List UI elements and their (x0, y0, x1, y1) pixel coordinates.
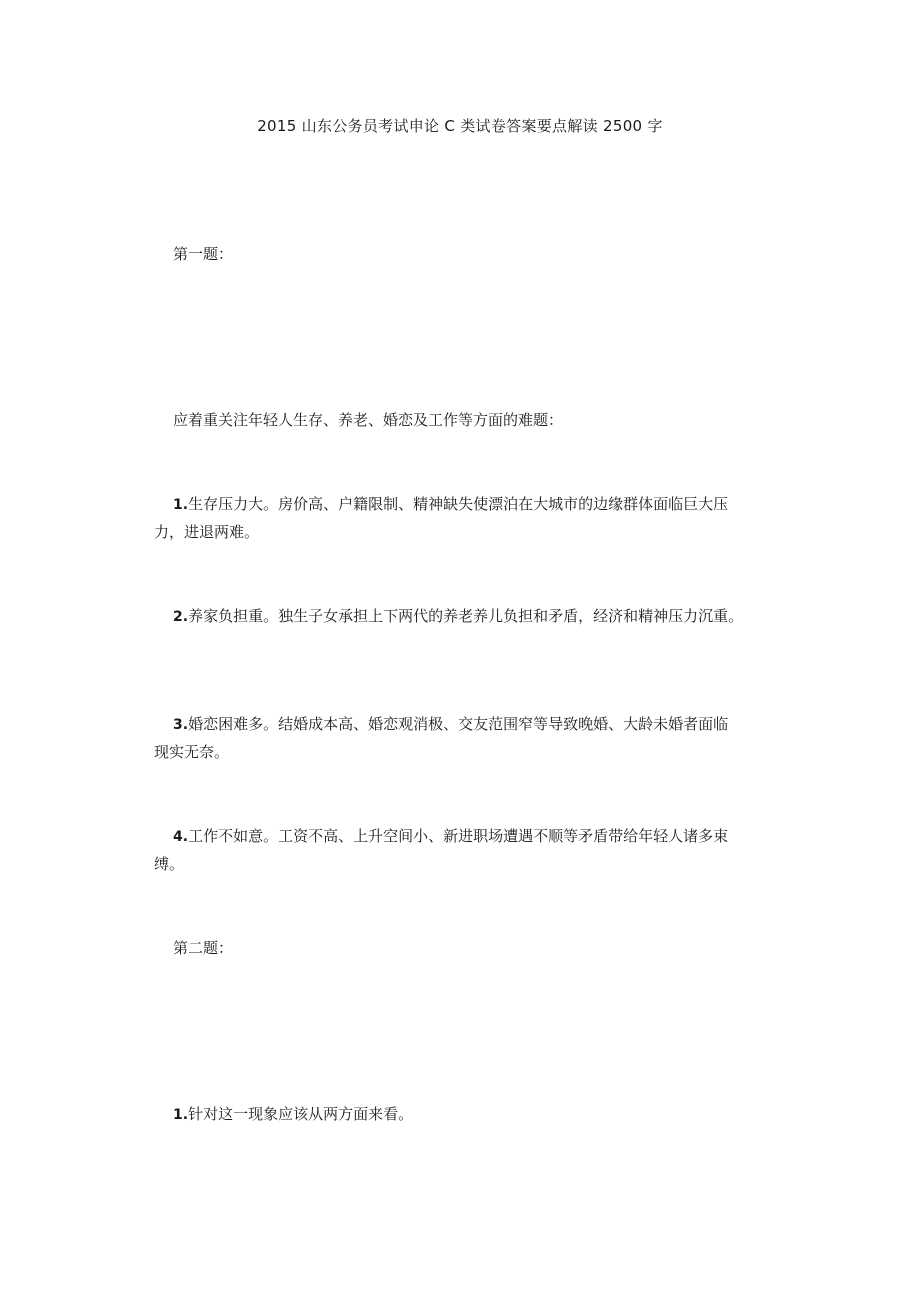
item-text: 生存压力大。房价高、户籍限制、精神缺失使漂泊在大城市的边缘群体面临巨大压 (188, 495, 729, 513)
item-number: 4. (173, 829, 189, 845)
list-item-2 (173, 602, 813, 631)
document-title: 2015 山东公务员考试申论 C 类试卷答案要点解读 2500 字 (257, 117, 663, 135)
list-item-4 (173, 822, 783, 851)
list-item-3 (173, 710, 783, 739)
item-text: 工作不如意。工资不高、上升空间小、新进职场遭遇不顺等矛盾带给年轻人诸多束 (188, 827, 729, 845)
section-heading-1: 第一题： (173, 245, 234, 263)
item-number: 1. (173, 1107, 189, 1123)
item-number: 2. (173, 609, 189, 625)
item-number: 3. (173, 717, 189, 733)
list-item-1-cont: 力，进退两难。 (154, 523, 260, 541)
item-text: 养家负担重。独生子女承担上下两代的养老养儿负担和矛盾，经济和精神压力沉重。 (188, 607, 744, 625)
item-number: 1. (173, 497, 189, 513)
list-item-4-cont: 缚。 (154, 855, 185, 873)
item-text: 针对这一现象应该从两方面来看。 (188, 1105, 414, 1123)
list-item-1 (173, 490, 783, 519)
section-intro: 应着重关注年轻人生存、养老、婚恋及工作等方面的难题： (173, 411, 564, 429)
section-heading-2: 第二题： (173, 939, 234, 957)
list-item-q2-1 (173, 1100, 783, 1129)
list-item-3-cont: 现实无奈。 (154, 743, 230, 761)
item-text: 婚恋困难多。结婚成本高、婚恋观消极、交友范围窄等导致晚婚、大龄未婚者面临 (188, 715, 729, 733)
